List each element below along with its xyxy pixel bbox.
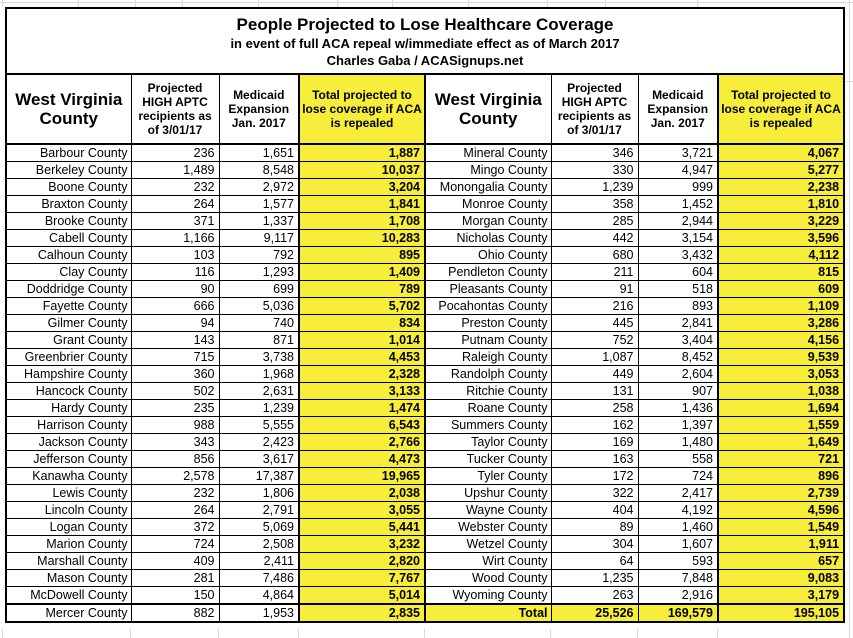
total-aptc-value: 25,526 (551, 604, 638, 622)
county-cell: McDowell County (6, 587, 131, 605)
title-row (6, 8, 844, 74)
aptc-value: 724 (131, 536, 219, 553)
medicaid-value: 1,968 (219, 366, 299, 383)
total-value: 789 (299, 281, 425, 298)
aptc-value: 169 (551, 434, 638, 451)
medicaid-value: 8,548 (219, 162, 299, 179)
table-row (6, 179, 844, 196)
aptc-value: 330 (551, 162, 638, 179)
medicaid-value: 3,721 (638, 144, 718, 162)
county-cell: Summers County (425, 417, 551, 434)
gridline (337, 0, 338, 7)
medicaid-value: 792 (219, 247, 299, 264)
table-row (6, 400, 844, 417)
total-value: 5,702 (299, 298, 425, 315)
gridline (0, 2, 853, 3)
county-cell: Boone County (6, 179, 131, 196)
county-cell: Webster County (425, 519, 551, 536)
gridline (424, 629, 425, 638)
county-cell: Mercer County (6, 604, 131, 622)
aptc-value: 172 (551, 468, 638, 485)
medicaid-value: 2,841 (638, 315, 718, 332)
county-cell: Tyler County (425, 468, 551, 485)
county-cell: Hancock County (6, 383, 131, 400)
county-cell: Putnam County (425, 332, 551, 349)
column-header-total-right: Total projected to lose coverage if ACA is repealed (718, 74, 844, 144)
table-row (6, 553, 844, 570)
gridline (258, 0, 259, 7)
county-cell: Grant County (6, 332, 131, 349)
medicaid-value: 3,154 (638, 230, 718, 247)
total-value: 1,474 (299, 400, 425, 417)
gridline (697, 0, 698, 7)
county-cell: Ohio County (425, 247, 551, 264)
aptc-value: 442 (551, 230, 638, 247)
aptc-value: 1,087 (551, 349, 638, 366)
county-cell: Hardy County (6, 400, 131, 417)
aptc-value: 322 (551, 485, 638, 502)
aptc-value: 143 (131, 332, 219, 349)
aptc-value: 1,166 (131, 230, 219, 247)
table-row (6, 502, 844, 519)
gridline (849, 0, 850, 638)
table-title: People Projected to Lose Healthcare Coverage (236, 14, 614, 34)
gridline (218, 629, 219, 638)
total-value: 2,835 (299, 604, 425, 622)
county-cell: Lincoln County (6, 502, 131, 519)
total-value: 3,133 (299, 383, 425, 400)
medicaid-value: 2,411 (219, 553, 299, 570)
aptc-value: 232 (131, 485, 219, 502)
total-value: 3,204 (299, 179, 425, 196)
county-cell: Fayette County (6, 298, 131, 315)
table-subtitle: in event of full ACA repeal w/immediate effect as of March 2017 (230, 35, 620, 51)
total-value: 1,109 (718, 298, 844, 315)
aptc-value: 882 (131, 604, 219, 622)
total-value: 9,539 (718, 349, 844, 366)
total-value: 10,283 (299, 230, 425, 247)
medicaid-value: 2,423 (219, 434, 299, 451)
aptc-value: 715 (131, 349, 219, 366)
total-value: 7,767 (299, 570, 425, 587)
aptc-value: 236 (131, 144, 219, 162)
total-value: 2,328 (299, 366, 425, 383)
aptc-value: 150 (131, 587, 219, 605)
gridline (182, 0, 183, 7)
medicaid-value: 5,036 (219, 298, 299, 315)
medicaid-value: 1,452 (638, 196, 718, 213)
aptc-value: 116 (131, 264, 219, 281)
aptc-value: 131 (551, 383, 638, 400)
total-value: 3,232 (299, 536, 425, 553)
table-row (6, 349, 844, 366)
gridline (2, 0, 3, 7)
medicaid-value: 1,460 (638, 519, 718, 536)
aptc-value: 163 (551, 451, 638, 468)
aptc-value: 856 (131, 451, 219, 468)
medicaid-value: 4,864 (219, 587, 299, 605)
table-row (6, 604, 844, 622)
total-value: 5,277 (718, 162, 844, 179)
column-header-medicaid-left: Medicaid Expansion Jan. 2017 (219, 74, 299, 144)
medicaid-value: 2,972 (219, 179, 299, 196)
total-value: 4,453 (299, 349, 425, 366)
total-value: 4,067 (718, 144, 844, 162)
medicaid-value: 5,555 (219, 417, 299, 434)
gridline (135, 0, 136, 7)
aptc-value: 752 (551, 332, 638, 349)
table-row (6, 298, 844, 315)
county-cell: Marshall County (6, 553, 131, 570)
total-value: 1,694 (718, 400, 844, 417)
medicaid-value: 2,604 (638, 366, 718, 383)
medicaid-value: 1,577 (219, 196, 299, 213)
total-value: 2,820 (299, 553, 425, 570)
county-cell: Braxton County (6, 196, 131, 213)
county-cell: Berkeley County (6, 162, 131, 179)
county-cell: Cabell County (6, 230, 131, 247)
county-cell: Mineral County (425, 144, 551, 162)
aptc-value: 64 (551, 553, 638, 570)
county-cell: Lewis County (6, 485, 131, 502)
medicaid-value: 558 (638, 451, 718, 468)
total-label: Total (425, 604, 551, 622)
table-row (6, 383, 844, 400)
table-row (6, 451, 844, 468)
total-value: 1,841 (299, 196, 425, 213)
county-cell: Randolph County (425, 366, 551, 383)
medicaid-value: 2,508 (219, 536, 299, 553)
aptc-value: 258 (551, 400, 638, 417)
table-row (6, 230, 844, 247)
gridline (468, 0, 469, 7)
aptc-value: 232 (131, 179, 219, 196)
total-value: 2,038 (299, 485, 425, 502)
county-cell: Jackson County (6, 434, 131, 451)
total-value: 3,055 (299, 502, 425, 519)
gridline (130, 629, 131, 638)
total-value: 4,156 (718, 332, 844, 349)
county-cell: Pocahontas County (425, 298, 551, 315)
county-cell: Monroe County (425, 196, 551, 213)
table-row (6, 332, 844, 349)
total-value: 3,179 (718, 587, 844, 605)
total-value: 3,229 (718, 213, 844, 230)
table-row (6, 281, 844, 298)
county-cell: Wood County (425, 570, 551, 587)
aptc-value: 2,578 (131, 468, 219, 485)
table-row (6, 485, 844, 502)
table-row (6, 162, 844, 179)
gridline (78, 0, 79, 7)
gridline (2, 629, 3, 638)
county-cell: Calhoun County (6, 247, 131, 264)
medicaid-value: 604 (638, 264, 718, 281)
medicaid-value: 893 (638, 298, 718, 315)
county-cell: Gilmer County (6, 315, 131, 332)
medicaid-value: 9,117 (219, 230, 299, 247)
aptc-value: 1,239 (551, 179, 638, 196)
county-cell: Pleasants County (425, 281, 551, 298)
county-cell: Taylor County (425, 434, 551, 451)
column-header-aptc-right: Projected HIGH APTC recipients as of 3/01/17 (551, 74, 638, 144)
county-cell: Ritchie County (425, 383, 551, 400)
total-value: 6,543 (299, 417, 425, 434)
aptc-value: 343 (131, 434, 219, 451)
gridline (550, 629, 551, 638)
table-row (6, 144, 844, 162)
county-cell: Mingo County (425, 162, 551, 179)
aptc-value: 285 (551, 213, 638, 230)
total-value: 4,596 (718, 502, 844, 519)
medicaid-value: 3,738 (219, 349, 299, 366)
table-row (6, 536, 844, 553)
county-cell: Brooke County (6, 213, 131, 230)
county-cell: Preston County (425, 315, 551, 332)
table-row (6, 587, 844, 605)
table-row (6, 247, 844, 264)
column-header-county-left: West Virginia County (6, 74, 131, 144)
table-attribution: Charles Gaba / ACASignups.net (326, 52, 524, 68)
aptc-value: 372 (131, 519, 219, 536)
aptc-value: 449 (551, 366, 638, 383)
county-cell: Upshur County (425, 485, 551, 502)
total-value: 721 (718, 451, 844, 468)
county-cell: Morgan County (425, 213, 551, 230)
total-value: 3,053 (718, 366, 844, 383)
column-header-total-left: Total projected to lose coverage if ACA is repealed (299, 74, 425, 144)
medicaid-value: 1,651 (219, 144, 299, 162)
total-value: 1,911 (718, 536, 844, 553)
county-cell: Pendleton County (425, 264, 551, 281)
aptc-value: 304 (551, 536, 638, 553)
aptc-value: 404 (551, 502, 638, 519)
county-cell: Doddridge County (6, 281, 131, 298)
county-cell: Kanawha County (6, 468, 131, 485)
medicaid-value: 1,480 (638, 434, 718, 451)
column-header-aptc-left: Projected HIGH APTC recipients as of 3/01/17 (131, 74, 219, 144)
aptc-value: 371 (131, 213, 219, 230)
total-value: 1,649 (718, 434, 844, 451)
medicaid-value: 1,337 (219, 213, 299, 230)
aptc-value: 264 (131, 196, 219, 213)
title-block (6, 8, 844, 74)
gridline (298, 629, 299, 638)
county-cell: Mason County (6, 570, 131, 587)
aptc-value: 281 (131, 570, 219, 587)
total-value: 3,286 (718, 315, 844, 332)
aptc-value: 103 (131, 247, 219, 264)
county-cell: Wirt County (425, 553, 551, 570)
total-value: 1,559 (718, 417, 844, 434)
table-row (6, 366, 844, 383)
total-value: 896 (718, 468, 844, 485)
medicaid-value: 7,486 (219, 570, 299, 587)
total-value: 9,083 (718, 570, 844, 587)
total-value: 2,739 (718, 485, 844, 502)
aptc-value: 680 (551, 247, 638, 264)
medicaid-value: 518 (638, 281, 718, 298)
total-value: 1,708 (299, 213, 425, 230)
county-cell: Wyoming County (425, 587, 551, 605)
county-cell: Marion County (6, 536, 131, 553)
aptc-value: 445 (551, 315, 638, 332)
aptc-value: 235 (131, 400, 219, 417)
aptc-value: 1,235 (551, 570, 638, 587)
aptc-value: 346 (551, 144, 638, 162)
county-cell: Barbour County (6, 144, 131, 162)
total-value: 895 (299, 247, 425, 264)
total-value: 1,810 (718, 196, 844, 213)
medicaid-value: 1,293 (219, 264, 299, 281)
total-value: 1,549 (718, 519, 844, 536)
medicaid-value: 3,404 (638, 332, 718, 349)
medicaid-value: 3,432 (638, 247, 718, 264)
total-value: 19,965 (299, 468, 425, 485)
county-cell: Monongalia County (425, 179, 551, 196)
medicaid-value: 5,069 (219, 519, 299, 536)
table-row (6, 417, 844, 434)
total-value: 657 (718, 553, 844, 570)
county-cell: Tucker County (425, 451, 551, 468)
medicaid-value: 17,387 (219, 468, 299, 485)
column-header-row (6, 74, 844, 144)
aptc-value: 89 (551, 519, 638, 536)
total-value: 1,409 (299, 264, 425, 281)
gridline (637, 629, 638, 638)
table-row (6, 468, 844, 485)
table-row (6, 434, 844, 451)
total-total-value: 195,105 (718, 604, 844, 622)
aptc-value: 216 (551, 298, 638, 315)
gridline (547, 0, 548, 7)
table-row (6, 264, 844, 281)
aptc-value: 409 (131, 553, 219, 570)
medicaid-value: 2,944 (638, 213, 718, 230)
aptc-value: 1,489 (131, 162, 219, 179)
table-row (6, 213, 844, 230)
medicaid-value: 4,192 (638, 502, 718, 519)
table-row (6, 315, 844, 332)
aptc-value: 211 (551, 264, 638, 281)
medicaid-value: 1,436 (638, 400, 718, 417)
total-value: 5,014 (299, 587, 425, 605)
medicaid-value: 907 (638, 383, 718, 400)
total-value: 1,014 (299, 332, 425, 349)
aptc-value: 358 (551, 196, 638, 213)
table-row (6, 196, 844, 213)
county-cell: Jefferson County (6, 451, 131, 468)
medicaid-value: 1,953 (219, 604, 299, 622)
medicaid-value: 1,397 (638, 417, 718, 434)
coverage-table (5, 7, 845, 623)
aptc-value: 988 (131, 417, 219, 434)
aptc-value: 502 (131, 383, 219, 400)
county-cell: Wayne County (425, 502, 551, 519)
total-value: 609 (718, 281, 844, 298)
aptc-value: 360 (131, 366, 219, 383)
medicaid-value: 3,617 (219, 451, 299, 468)
medicaid-value: 699 (219, 281, 299, 298)
aptc-value: 264 (131, 502, 219, 519)
total-value: 815 (718, 264, 844, 281)
aptc-value: 94 (131, 315, 219, 332)
total-value: 2,766 (299, 434, 425, 451)
county-cell: Hampshire County (6, 366, 131, 383)
aptc-value: 666 (131, 298, 219, 315)
total-value: 1,887 (299, 144, 425, 162)
aptc-value: 91 (551, 281, 638, 298)
county-cell: Clay County (6, 264, 131, 281)
county-cell: Raleigh County (425, 349, 551, 366)
column-header-medicaid-right: Medicaid Expansion Jan. 2017 (638, 74, 718, 144)
total-value: 1,038 (718, 383, 844, 400)
county-cell: Roane County (425, 400, 551, 417)
medicaid-value: 740 (219, 315, 299, 332)
aptc-value: 263 (551, 587, 638, 605)
medicaid-value: 593 (638, 553, 718, 570)
total-value: 834 (299, 315, 425, 332)
table-row (6, 519, 844, 536)
medicaid-value: 1,806 (219, 485, 299, 502)
aptc-value: 162 (551, 417, 638, 434)
gridline (392, 0, 393, 7)
medicaid-value: 8,452 (638, 349, 718, 366)
total-medicaid-value: 169,579 (638, 604, 718, 622)
gridline (717, 629, 718, 638)
county-cell: Harrison County (6, 417, 131, 434)
column-header-county-right: West Virginia County (425, 74, 551, 144)
medicaid-value: 7,848 (638, 570, 718, 587)
total-value: 3,596 (718, 230, 844, 247)
county-cell: Wetzel County (425, 536, 551, 553)
medicaid-value: 2,417 (638, 485, 718, 502)
aptc-value: 90 (131, 281, 219, 298)
medicaid-value: 724 (638, 468, 718, 485)
medicaid-value: 1,239 (219, 400, 299, 417)
total-value: 4,473 (299, 451, 425, 468)
medicaid-value: 2,631 (219, 383, 299, 400)
medicaid-value: 1,607 (638, 536, 718, 553)
table-row (6, 570, 844, 587)
medicaid-value: 999 (638, 179, 718, 196)
county-cell: Greenbrier County (6, 349, 131, 366)
total-value: 10,037 (299, 162, 425, 179)
total-value: 4,112 (718, 247, 844, 264)
medicaid-value: 2,916 (638, 587, 718, 605)
gridline (605, 0, 606, 7)
medicaid-value: 4,947 (638, 162, 718, 179)
county-cell: Nicholas County (425, 230, 551, 247)
total-value: 2,238 (718, 179, 844, 196)
total-value: 5,441 (299, 519, 425, 536)
county-cell: Logan County (6, 519, 131, 536)
medicaid-value: 2,791 (219, 502, 299, 519)
medicaid-value: 871 (219, 332, 299, 349)
